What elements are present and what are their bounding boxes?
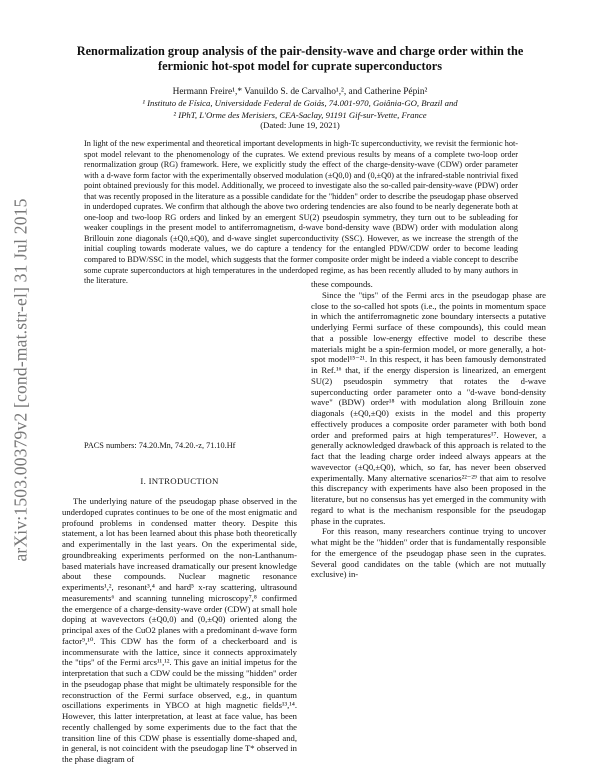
paper-title: Renormalization group analysis of the pair-density-wave and charge order within the fermionic hot-spot model for cuprate superconductors — [76, 44, 524, 73]
affiliation-1: ¹ Instituto de Física, Universidade Federal de Goiás, 74.001-970, Goiânia-GO, Brazil and — [142, 98, 458, 108]
paragraph: these compounds. — [311, 279, 373, 289]
paragraph: The underlying nature of the pseudogap phase observed in the underdoped cuprates continues to be one of the most enigmatic and profound problems in condensed matter theory. Despite this statement, a lot has been learned about this phase both theoretically and experimentally in the last years. On the experimental side, groundbreaking experiments performed on the non-Lanthanum-based materials have increased dramatically our present knowledge about these compounds. Nuclear magnetic resonance experiments¹,², resonant³,⁴ and hard⁵ x-ray scattering, ultrasound measurements⁶ and scanning tunneling microscopy⁷,⁸ confirmed the emergence of a charge-density-wave order (CDW) at small hole doping at wavevectors (±Q0,0) and (0,±Q0) oriented along the principal axes of the CuO2 planes with a predominant d-wave form factor⁹,¹⁰. This CDW has the form of a checkerboard and is incommensurate with the lattice, since it connects approximately the "tips" of the Fermi arcs¹¹,¹². This gave an initial impetus for the interpretation that such a CDW could be the missing "hidden" order in the pseudogap phase that might be ultimately responsible for the reconstruction of the Fermi surface observed, e.g., in quantum oscillations experiments in YBCO at high magnetic fields¹³,¹⁴. However, this latter interpretation, at least at face value, has been recently challenged by some experiments due to the fact that the transition line of this CDW phase is essentially dome-shaped and, in general, is not coincident with the pseudogap line T* observed in the phase diagram of — [62, 496, 297, 764]
right-column — [311, 279, 546, 580]
affiliation-2: ² IPhT, L'Orme des Merisiers, CEA-Saclay, 91191 Gif-sur-Yvette, France — [173, 109, 427, 120]
affiliations — [60, 98, 540, 121]
pacs-numbers: PACS numbers: 74.20.Mn, 74.20.-z, 71.10.Hf — [84, 441, 236, 450]
left-column — [62, 496, 297, 765]
date-line: (Dated: June 19, 2021) — [260, 120, 340, 130]
author-list: Hermann Freire¹,* Vanuildo S. de Carvalho¹,², and Catherine Pépin² — [172, 87, 428, 97]
abstract: In light of the new experimental and theoretical important developments in high-Tc superconductivity, we revisit the fermionic hot-spot model relevant to the phenomenology of the cuprates. We extend previous results by means of a complete two-loop order renormalization group (RG) framework. Here, we explicitly study the effect of the charge-density-wave (CDW) order parameter with a d-wave form factor with the experimentally observed modulation (±Q0,0) and (0,±Q0) at the infrared-stable nontrivial fixed point obtained previously for this model. Additionally, we proceed to investigate also the so-called pair-density-wave (PDW) order that was recently proposed in the literature as a possible candidate for the "hidden" order to describe the pseudogap phase observed in underdoped cuprates. We confirm that although the above two ordering tendencies are also found to be nearly degenerate both at one-loop and two-loop RG orders and linked by an emergent SU(2) pseudospin symmetry, they turn out to be subleading for weaker couplings in the present model to antiferromagnetism, d-wave bond-density wave (BDW) order with modulation along Brillouin zone diagonals (±Q0,±Q0), and d-wave singlet superconductivity (SSC). However, as we increase the strength of the initial coupling towards moderate values, we do capture a tendency for the entangled PDW/CDW order to become leading compared to BDW/SSC in the model, which suggests that the former composite order might be indeed a viable concept to describe some cuprate superconductors at high temperatures in the underdoped regime, as has been recently alluded to by many authors in the literature. — [84, 139, 518, 286]
section-heading: I. INTRODUCTION — [140, 476, 219, 486]
arxiv-identifier: arXiv:1503.00379v2 [cond-mat.str-el] 31 Jul 2015 — [10, 198, 31, 562]
arxiv-sidebar — [6, 150, 36, 610]
paragraph: Since the "tips" of the Fermi arcs in the pseudogap phase are close to the so-called hot spots (i.e., the points in momentum space in which the antiferromagnetic zone boundary intersects a putative underlying Fermi surface of these compounds), this could mean that a possible low-energy effective model to describe these materials might be a spin-fermion model, or more generally, a hot-spot model¹⁵⁻²¹. In this respect, it has been famously demonstrated in Ref.¹⁶ that, if the energy dispersion is linearized, an emergent SU(2) pseudospin symmetry that rotates the d-wave superconducting order parameter onto a "d-wave bond-density wave" (BDW) order¹⁸ with modulation along Brillouin zone diagonals (±Q0,±Q0) exists in the model and this property effectively produces a composite order parameter with both bond order and preformed pairs at high temperatures¹⁷. However, a generally acknowledged drawback of this approach is related to the fact that the leading charge order indeed always appears at the wavevector (±Q0,±Q0), which, so far, has never been observed experimentally. Many alternative scenarios²²⁻²⁹ that aim to resolve this discrepancy with experiments have also been proposed in the literature, but no consensus has yet emerged in the community with regard to what is the mechanism responsible for the pseudogap phase in the cuprates. — [311, 289, 546, 526]
paragraph: For this reason, many researchers continue trying to uncover what might be the "hidden" order that is fundamentally responsible for the emergence of the pseudogap phase seen in the cuprates. Several good candidates on the table (which are not mutually exclusive) in- — [311, 526, 546, 580]
